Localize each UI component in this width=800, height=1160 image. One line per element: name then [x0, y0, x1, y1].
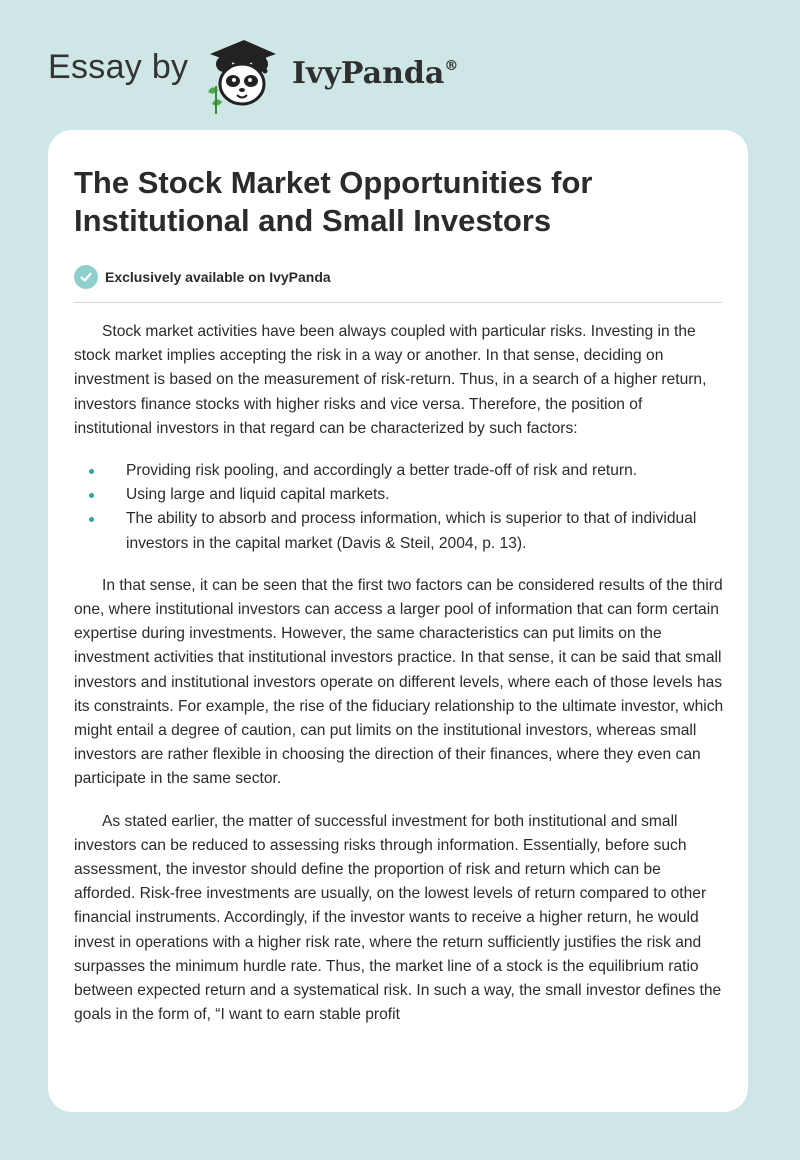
site-header — [48, 34, 548, 114]
essay-by-label: Essay by — [48, 48, 189, 86]
exclusive-badge-label: Exclusively available on IvyPanda — [105, 269, 331, 285]
list-item — [74, 459, 724, 483]
exclusive-badge — [74, 263, 331, 291]
paragraph: As stated earlier, the matter of successful investment for both institutional and small investors can be reduced to assessing risks through information. Essentially, before such assessment, the investor should define the proportion of risk and return which can be afforded. Risk-free investments are usually, on the lowest levels of return compared to other financial instruments. Accordingly, if the investor wants to receive a higher return, he would invest in operations with a higher risk rate, where the return sufficiently justifies the risk and surpasses the minimum hurdle rate. Thus, the market line of a stock is the equilibrium ratio between expected return and a systematical risk. In such a way, the small investor defines the goals in the form of, “I want to earn stable profit — [74, 812, 722, 1024]
essay-body — [74, 320, 724, 1045]
bullet-dot-icon — [89, 469, 94, 474]
paragraph: In that sense, it can be seen that the first two factors can be considered results of the third one, where institutional investors can access a larger pool of information that can form certain expertise during investments. However, the same characteristics can put limits on the investment activities that institutional investors practice. In that sense, it can be said that small investors and institutional investors operate on different levels, where each of those levels has its constraints. For example, the rise of the fiduciary relationship to the ultimate investor, which might entail a degree of caution, can put limits on the institutional investors, whereas small investors are rather flexible in choosing the direction of their finances, where they even can participate in the same sector. — [74, 576, 724, 788]
registered-mark: ® — [444, 58, 459, 74]
divider — [74, 302, 722, 303]
list-item-text: Using large and liquid capital markets. — [126, 486, 390, 504]
brand-name[interactable]: IvyPanda® — [292, 56, 459, 91]
paragraph: Stock market activities have been always coupled with particular risks. Investing in the stock market implies accepting the risk in a way or another. In that sense, deciding on investment is based on the measurement of risk-return. Thus, in a search of a higher return, investors finance stocks with higher risks and vice versa. Therefore, the position of institutional investors in that regard can be characterized by such factors: — [74, 323, 707, 437]
list-item-text: The ability to absorb and process information, which is superior to that of individual investors in the capital market (Davis & Steil, 2004, p. 13). — [126, 510, 697, 552]
check-circle-icon — [74, 265, 98, 289]
essay-title: The Stock Market Opportunities for Institutional and Small Investors — [74, 165, 593, 238]
panda-graduate-logo-icon[interactable] — [198, 34, 278, 114]
list-item — [74, 507, 724, 555]
factor-list — [74, 459, 724, 556]
essay-card — [48, 130, 748, 1112]
bullet-dot-icon — [89, 517, 94, 522]
bullet-dot-icon — [89, 493, 94, 498]
list-item-text: Providing risk pooling, and accordingly a better trade-off of risk and return. — [126, 462, 638, 480]
list-item — [74, 483, 724, 507]
